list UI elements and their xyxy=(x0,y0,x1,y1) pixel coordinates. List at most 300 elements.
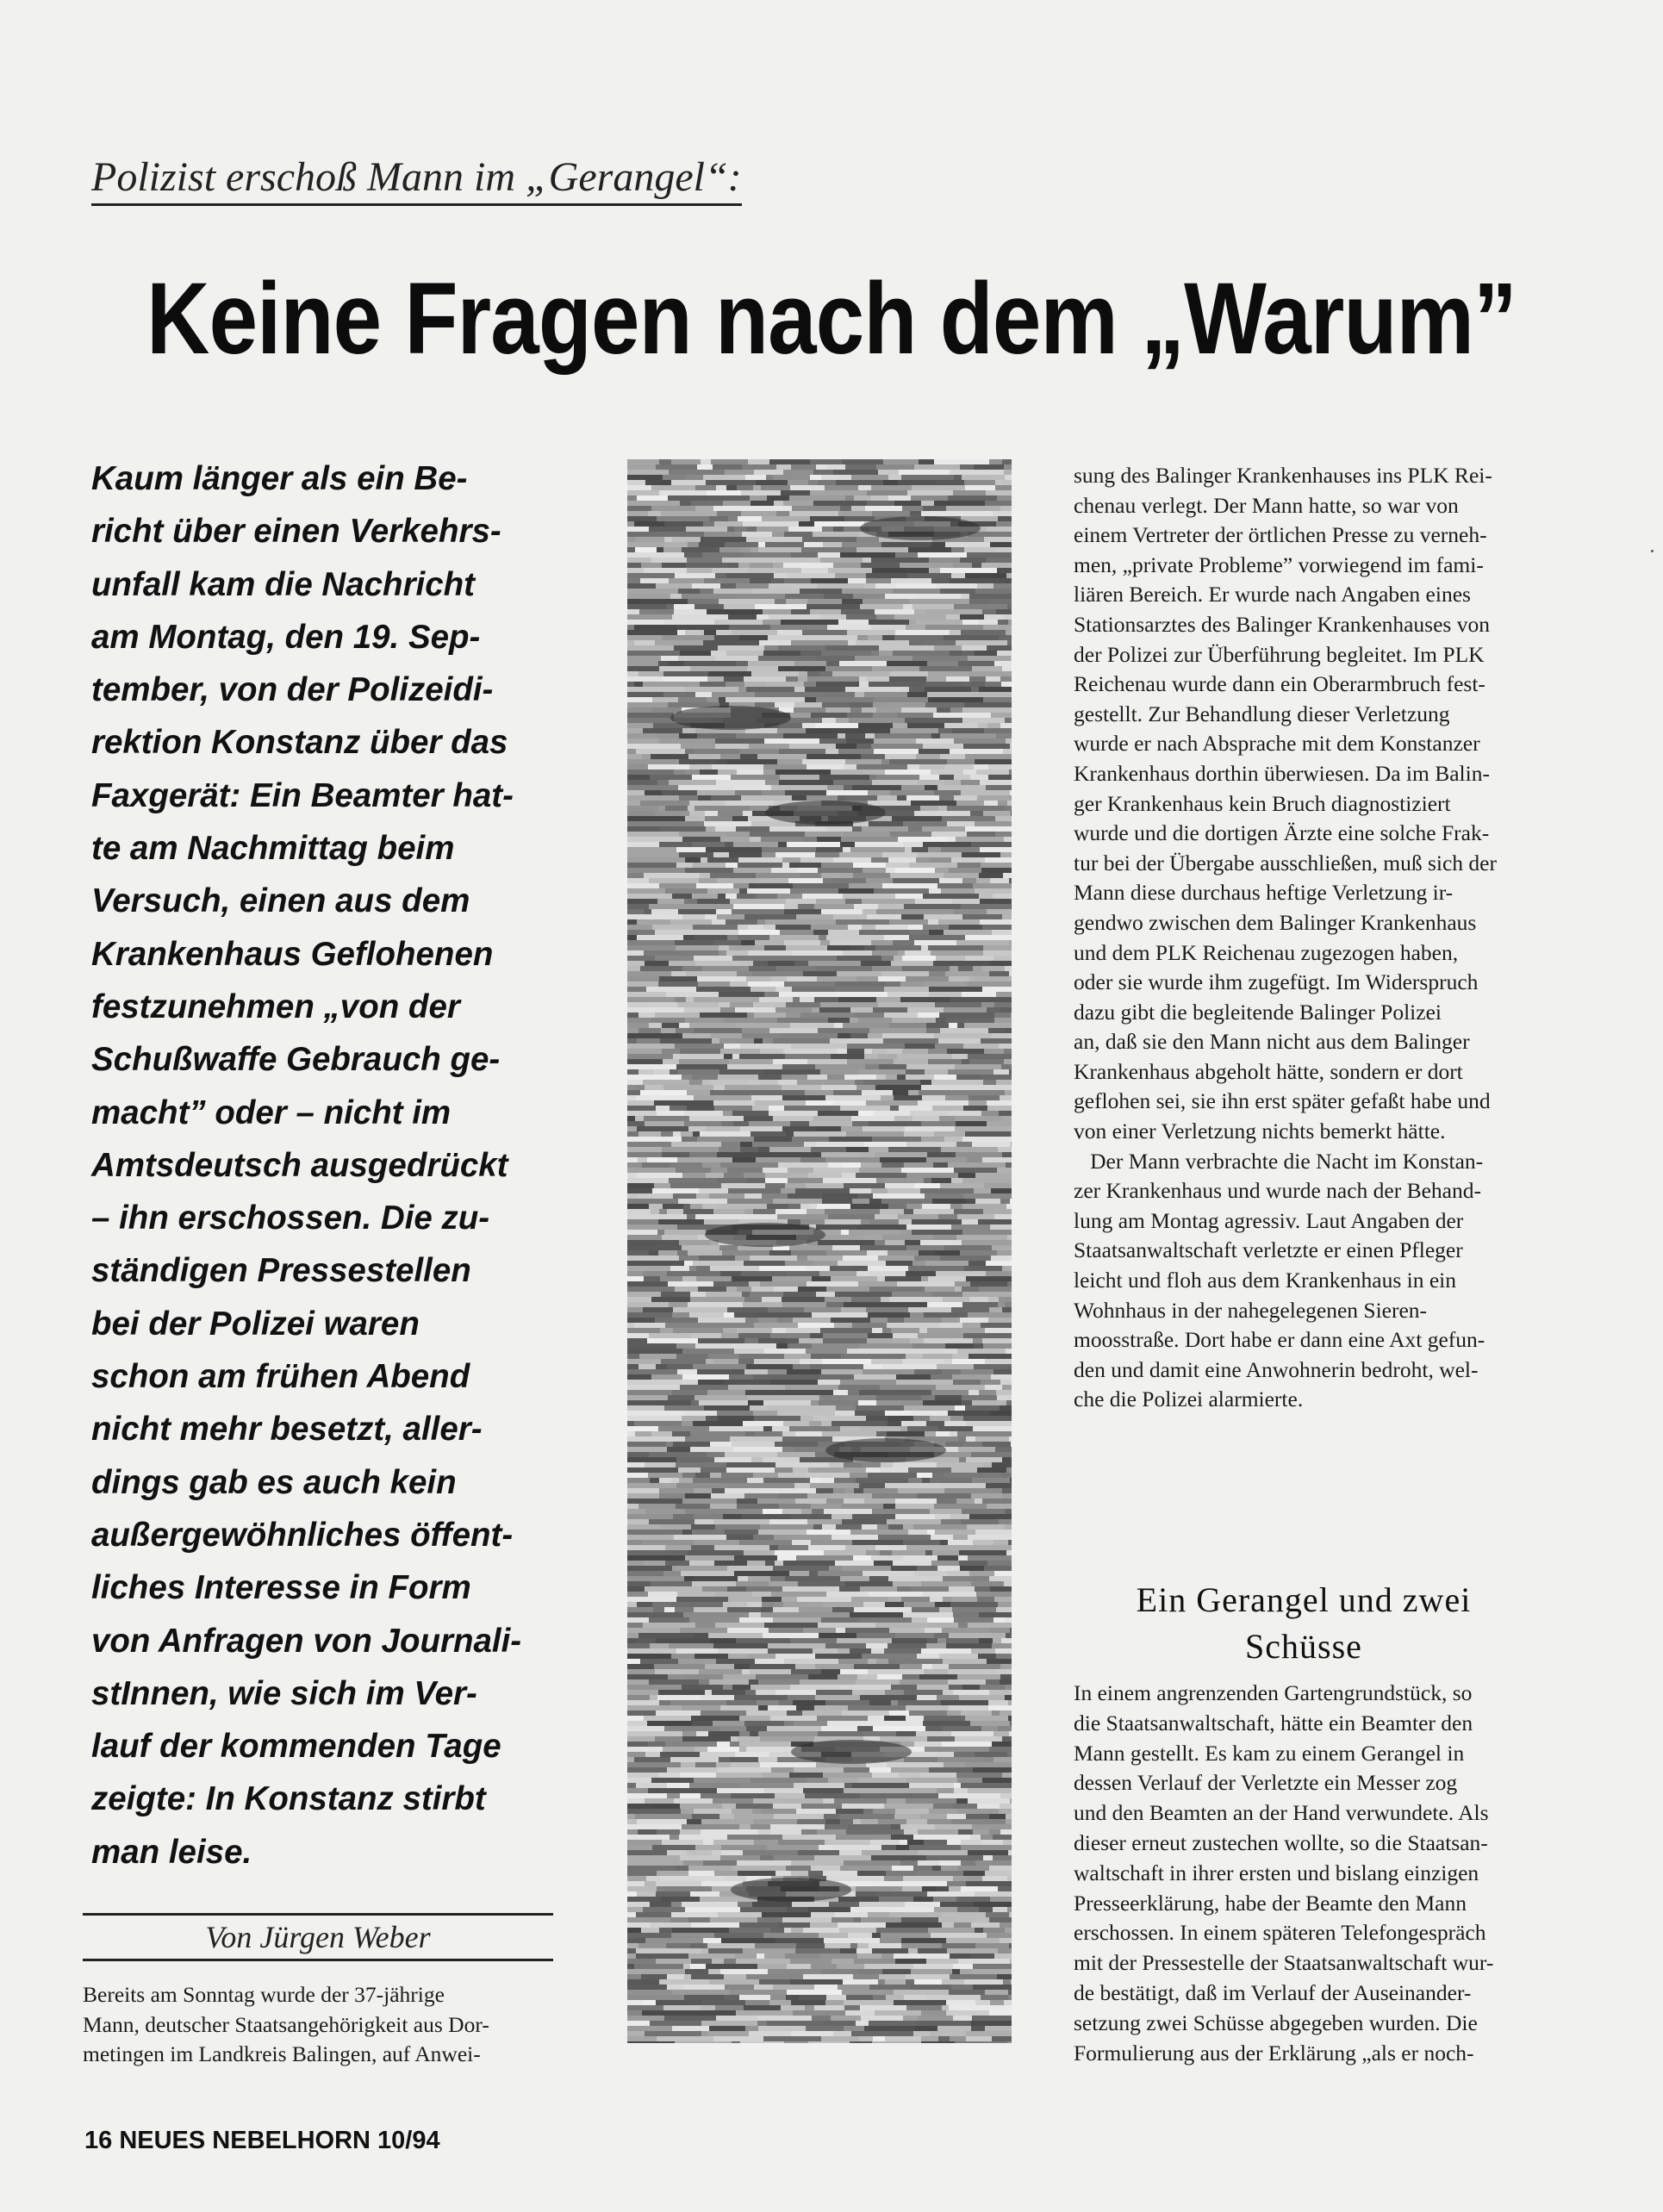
texture-strip xyxy=(951,857,985,863)
texture-strip xyxy=(906,909,954,914)
texture-strip xyxy=(733,904,784,909)
texture-strip xyxy=(951,1307,989,1312)
texture-strip xyxy=(778,1162,828,1168)
texture-strip xyxy=(809,1121,852,1126)
texture-strip xyxy=(960,1318,988,1323)
texture-strip xyxy=(860,1426,900,1431)
texture-strip xyxy=(858,485,871,490)
texture-strip xyxy=(983,697,1012,702)
texture-strip xyxy=(818,1731,863,1736)
texture-strip xyxy=(916,2021,971,2026)
texture-strip xyxy=(945,764,974,770)
texture-strip xyxy=(883,1788,937,1793)
texture-strip xyxy=(926,1855,983,1860)
texture-strip xyxy=(642,1540,694,1545)
texture-strip xyxy=(676,1648,718,1654)
texture-strip xyxy=(681,1571,734,1576)
texture-strip xyxy=(848,1824,891,1829)
texture-strip xyxy=(627,1447,667,1452)
texture-strip xyxy=(684,899,697,904)
texture-strip xyxy=(875,1240,885,1245)
texture-strip xyxy=(906,1798,956,1804)
texture-strip xyxy=(842,459,883,464)
texture-strip xyxy=(755,1431,782,1436)
texture-strip xyxy=(707,888,739,894)
texture-strip xyxy=(627,754,642,759)
texture-strip xyxy=(627,459,659,464)
texture-strip xyxy=(660,1276,682,1281)
texture-strip xyxy=(736,1804,773,1809)
texture-strip xyxy=(956,1897,990,1902)
texture-strip xyxy=(1006,1400,1012,1405)
texture-strip xyxy=(844,1860,900,1866)
texture-strip xyxy=(971,2026,985,2031)
texture-strip xyxy=(770,1995,786,2000)
texture-strip xyxy=(951,1819,1006,1824)
texture-strip xyxy=(858,1111,874,1116)
texture-strip xyxy=(693,1364,746,1369)
texture-strip xyxy=(744,2005,781,2010)
texture-strip xyxy=(953,563,972,568)
texture-strip xyxy=(889,759,947,764)
texture-strip xyxy=(627,1602,637,1607)
texture-strip xyxy=(985,857,1012,863)
texture-strip xyxy=(936,583,977,589)
texture-strip xyxy=(627,1612,683,1617)
texture-strip xyxy=(931,832,967,837)
texture-strip xyxy=(863,1571,914,1576)
texture-strip xyxy=(641,1928,659,1933)
texture-strip xyxy=(676,863,693,868)
texture-strip xyxy=(998,620,1008,625)
texture-strip xyxy=(876,1178,883,1183)
texture-strip xyxy=(802,759,845,764)
texture-strip xyxy=(936,1385,985,1390)
texture-strip xyxy=(869,682,925,687)
texture-strip xyxy=(627,909,644,914)
texture-strip xyxy=(985,1871,1012,1876)
texture-strip xyxy=(698,1380,725,1385)
texture-strip xyxy=(657,987,696,992)
texture-strip xyxy=(775,702,794,707)
texture-strip xyxy=(839,1850,862,1855)
texture-strip xyxy=(843,950,872,956)
texture-strip xyxy=(627,1411,685,1416)
texture-strip xyxy=(868,635,882,640)
texture-strip xyxy=(880,1157,926,1162)
texture-strip xyxy=(933,713,991,718)
texture-strip xyxy=(741,795,792,801)
texture-strip xyxy=(693,1421,743,1426)
texture-strip xyxy=(821,475,851,480)
texture-strip xyxy=(779,992,836,997)
texture-strip xyxy=(893,1561,931,1566)
texture-strip xyxy=(644,568,687,573)
texture-strip xyxy=(727,1064,782,1069)
texture-strip xyxy=(855,656,912,661)
texture-strip xyxy=(744,1721,784,1726)
texture-strip xyxy=(950,1602,998,1607)
texture-strip xyxy=(719,1814,734,1819)
texture-strip xyxy=(959,1561,987,1566)
texture-strip xyxy=(841,1354,889,1359)
texture-strip xyxy=(997,1974,1012,1979)
texture-strip xyxy=(965,935,1012,940)
texture-strip xyxy=(931,733,940,738)
texture-strip xyxy=(900,1426,907,1431)
texture-strip xyxy=(627,1224,677,1230)
texture-strip xyxy=(719,1245,738,1250)
texture-strip xyxy=(907,692,927,697)
texture-strip xyxy=(930,857,951,863)
texture-strip xyxy=(673,1442,710,1447)
texture-strip xyxy=(683,1964,690,1969)
texture-strip xyxy=(726,801,774,806)
texture-strip xyxy=(724,604,755,609)
texture-strip xyxy=(690,1447,733,1452)
texture-strip xyxy=(962,475,1005,480)
texture-strip xyxy=(701,1467,726,1473)
texture-strip xyxy=(686,563,728,568)
texture-strip xyxy=(848,925,862,930)
texture-strip xyxy=(746,1364,793,1369)
texture-strip xyxy=(689,811,705,816)
texture-strip xyxy=(649,904,704,909)
texture-strip xyxy=(969,1095,1000,1100)
texture-strip xyxy=(878,1390,931,1395)
texture-strip xyxy=(627,1256,679,1261)
texture-strip xyxy=(891,578,931,583)
texture-strip xyxy=(931,1178,951,1183)
texture-strip xyxy=(773,1617,821,1623)
texture-strip xyxy=(831,2016,861,2021)
texture-strip xyxy=(848,1390,859,1395)
texture-strip xyxy=(949,1705,988,1710)
texture-strip xyxy=(716,630,732,635)
texture-strip xyxy=(732,2041,740,2043)
texture-strip xyxy=(926,1028,940,1033)
texture-strip xyxy=(908,1307,951,1312)
texture-strip xyxy=(992,1742,1012,1747)
texture-strip xyxy=(999,1297,1012,1302)
texture-strip xyxy=(1004,1059,1012,1064)
texture-strip xyxy=(759,1488,816,1493)
texture-strip xyxy=(930,1416,950,1421)
texture-strip xyxy=(1011,1131,1012,1137)
texture-strip xyxy=(793,2010,845,2016)
texture-strip xyxy=(959,1457,966,1462)
texture-strip xyxy=(781,1188,795,1193)
texture-strip xyxy=(969,1390,979,1395)
texture-strip xyxy=(813,930,828,935)
texture-strip xyxy=(949,1664,1000,1669)
texture-strip xyxy=(888,1793,938,1798)
texture-strip xyxy=(894,614,946,620)
texture-strip xyxy=(627,697,652,702)
texture-strip xyxy=(717,914,744,919)
texture-strip xyxy=(888,495,911,501)
texture-strip xyxy=(688,930,738,935)
texture-strip xyxy=(884,1804,933,1809)
texture-strip xyxy=(873,1726,925,1731)
texture-strip xyxy=(775,770,831,775)
texture-strip xyxy=(850,1907,894,1912)
texture-strip xyxy=(671,1912,718,1917)
texture-strip xyxy=(925,682,962,687)
texture-strip xyxy=(952,1969,960,1974)
texture-strip xyxy=(690,1292,706,1297)
texture-strip xyxy=(665,1545,691,1550)
texture-strip xyxy=(809,1571,818,1576)
texture-strip xyxy=(918,780,944,785)
texture-strip xyxy=(932,1550,959,1555)
texture-strip xyxy=(675,1287,698,1292)
texture-strip xyxy=(638,1013,655,1018)
texture-strip xyxy=(817,976,856,981)
texture-strip xyxy=(760,1736,814,1742)
texture-strip xyxy=(820,1328,872,1333)
texture-strip xyxy=(661,1028,676,1033)
texture-strip xyxy=(680,1855,720,1860)
texture-strip xyxy=(944,1137,962,1142)
texture-strip xyxy=(859,1343,912,1349)
texture-strip xyxy=(1006,1467,1012,1473)
texture-strip xyxy=(846,1147,869,1152)
texture-strip xyxy=(731,1736,738,1742)
texture-strip xyxy=(979,1612,1012,1617)
texture-strip xyxy=(956,801,984,806)
texture-strip xyxy=(817,837,841,842)
texture-strip xyxy=(972,666,1002,671)
texture-strip xyxy=(902,966,950,971)
texture-strip xyxy=(888,1147,941,1152)
texture-strip xyxy=(627,527,649,532)
texture-strip xyxy=(901,1917,938,1922)
texture-strip xyxy=(857,1943,869,1948)
texture-strip xyxy=(837,971,881,976)
texture-strip xyxy=(975,1586,990,1592)
texture-strip xyxy=(863,1602,885,1607)
texture-strip xyxy=(643,1080,689,1085)
texture-strip xyxy=(732,1809,752,1814)
texture-strip xyxy=(880,1467,908,1473)
texture-strip xyxy=(954,475,962,480)
texture-strip xyxy=(908,547,951,552)
texture-strip xyxy=(784,909,821,914)
texture-strip xyxy=(842,542,881,547)
texture-strip xyxy=(682,594,736,599)
texture-strip xyxy=(627,718,674,723)
texture-strip xyxy=(791,1044,847,1049)
texture-strip xyxy=(627,914,682,919)
texture-strip xyxy=(642,2010,693,2016)
texture-strip xyxy=(882,1033,934,1038)
texture-strip xyxy=(726,1287,737,1292)
texture-strip xyxy=(769,826,826,832)
texture-strip xyxy=(960,1804,977,1809)
texture-strip xyxy=(720,1726,746,1731)
texture-strip xyxy=(973,1338,982,1343)
texture-strip xyxy=(860,604,903,609)
texture-strip xyxy=(711,651,726,656)
texture-strip xyxy=(775,1209,807,1214)
texture-strip xyxy=(845,899,862,904)
texture-strip xyxy=(692,1721,713,1726)
texture-strip xyxy=(850,1530,908,1535)
texture-strip xyxy=(998,1726,1012,1731)
texture-strip xyxy=(989,1917,1012,1922)
texture-strip xyxy=(774,1855,814,1860)
texture-strip xyxy=(679,852,713,857)
texture-strip xyxy=(782,857,800,863)
texture-strip xyxy=(912,1607,939,1612)
texture-strip xyxy=(993,1757,1012,1762)
texture-strip xyxy=(746,1726,767,1731)
texture-strip xyxy=(866,878,893,883)
texture-strip xyxy=(657,532,704,537)
texture-strip xyxy=(627,620,663,625)
texture-strip xyxy=(877,1276,885,1281)
texture-strip xyxy=(888,1416,913,1421)
texture-strip xyxy=(699,1400,748,1405)
texture-strip xyxy=(627,728,643,733)
texture-strip xyxy=(989,459,1002,464)
texture-strip xyxy=(908,1478,922,1483)
texture-strip xyxy=(627,894,672,899)
texture-strip xyxy=(717,511,741,516)
texture-strip xyxy=(961,790,1010,795)
texture-strip xyxy=(734,1343,776,1349)
texture-strip xyxy=(895,1959,926,1964)
texture-strip xyxy=(845,1628,889,1633)
texture-strip xyxy=(627,537,635,542)
texture-strip xyxy=(975,888,1012,894)
texture-strip xyxy=(627,2036,657,2041)
texture-strip xyxy=(627,1809,681,1814)
texture-strip xyxy=(714,1561,747,1566)
texture-strip xyxy=(627,1199,678,1204)
texture-strip xyxy=(888,1188,920,1193)
texture-strip xyxy=(650,1902,671,1907)
texture-strip xyxy=(993,511,1012,516)
texture-strip xyxy=(674,1798,713,1804)
texture-strip xyxy=(909,1710,947,1716)
texture-strip xyxy=(971,2021,1012,2026)
texture-strip xyxy=(663,1059,679,1064)
texture-strip xyxy=(717,1742,730,1747)
texture-strip xyxy=(810,1204,817,1209)
texture-strip xyxy=(659,1209,667,1214)
texture-strip xyxy=(840,842,855,847)
texture-strip xyxy=(648,1473,682,1478)
texture-strip xyxy=(785,1576,840,1581)
texture-strip xyxy=(810,1483,859,1488)
texture-strip xyxy=(844,1499,864,1504)
texture-strip xyxy=(937,785,986,790)
texture-strip xyxy=(870,1840,900,1845)
texture-strip xyxy=(660,1038,712,1044)
texture-strip xyxy=(694,1488,712,1493)
texture-strip xyxy=(801,1509,812,1514)
texture-strip xyxy=(861,754,885,759)
texture-strip xyxy=(893,589,940,594)
texture-strip xyxy=(792,1137,829,1142)
texture-strip xyxy=(979,1287,1012,1292)
texture-strip xyxy=(707,676,724,682)
texture-strip xyxy=(819,671,832,676)
texture-strip xyxy=(666,604,674,609)
texture-strip xyxy=(701,1829,758,1835)
texture-strip xyxy=(859,1390,878,1395)
texture-strip xyxy=(921,2036,938,2041)
texture-strip xyxy=(663,1524,691,1530)
texture-strip xyxy=(865,733,875,738)
texture-strip xyxy=(827,1075,844,1080)
texture-strip xyxy=(860,1793,888,1798)
texture-strip xyxy=(710,1090,763,1095)
texture-strip xyxy=(682,1245,719,1250)
texture-strip xyxy=(854,1664,900,1669)
texture-strip xyxy=(949,868,981,873)
texture-strip xyxy=(977,1804,1000,1809)
texture-strip xyxy=(664,1726,720,1731)
texture-strip xyxy=(795,1499,826,1504)
texture-strip xyxy=(890,1106,899,1111)
texture-strip xyxy=(844,1767,869,1773)
texture-strip xyxy=(695,506,713,511)
texture-strip xyxy=(981,1840,1003,1845)
texture-strip xyxy=(627,1338,647,1343)
texture-strip xyxy=(1011,904,1012,909)
texture-strip xyxy=(862,826,908,832)
texture-strip xyxy=(862,1654,917,1659)
texture-strip xyxy=(627,1100,654,1106)
texture-strip xyxy=(813,1116,851,1121)
texture-strip xyxy=(859,676,867,682)
texture-strip xyxy=(656,1106,670,1111)
texture-strip xyxy=(682,1075,692,1080)
texture-strip xyxy=(888,1576,943,1581)
texture-strip xyxy=(627,1669,655,1674)
texture-strip xyxy=(787,1369,821,1374)
texture-strip xyxy=(992,930,1012,935)
texture-strip xyxy=(928,599,969,604)
texture-strip xyxy=(883,480,898,485)
texture-strip xyxy=(852,1540,903,1545)
texture-strip xyxy=(677,630,685,635)
texture-strip xyxy=(769,935,819,940)
texture-strip xyxy=(909,620,916,625)
texture-strip xyxy=(760,1524,813,1530)
texture-strip xyxy=(758,656,815,661)
texture-strip xyxy=(763,1069,820,1075)
texture-strip xyxy=(791,1669,821,1674)
texture-strip xyxy=(772,1426,789,1431)
texture-strip xyxy=(679,1023,689,1028)
texture-strip xyxy=(861,1152,875,1157)
texture-strip xyxy=(689,1783,738,1788)
texture-strip xyxy=(672,1990,730,1995)
texture-strip xyxy=(754,1985,773,1990)
texture-strip xyxy=(627,552,684,558)
texture-strip xyxy=(821,1478,834,1483)
texture-strip xyxy=(688,599,719,604)
texture-strip xyxy=(904,1209,913,1214)
texture-strip xyxy=(764,992,779,997)
texture-strip xyxy=(979,873,1003,878)
texture-strip xyxy=(627,1044,675,1049)
texture-strip xyxy=(773,1607,799,1612)
